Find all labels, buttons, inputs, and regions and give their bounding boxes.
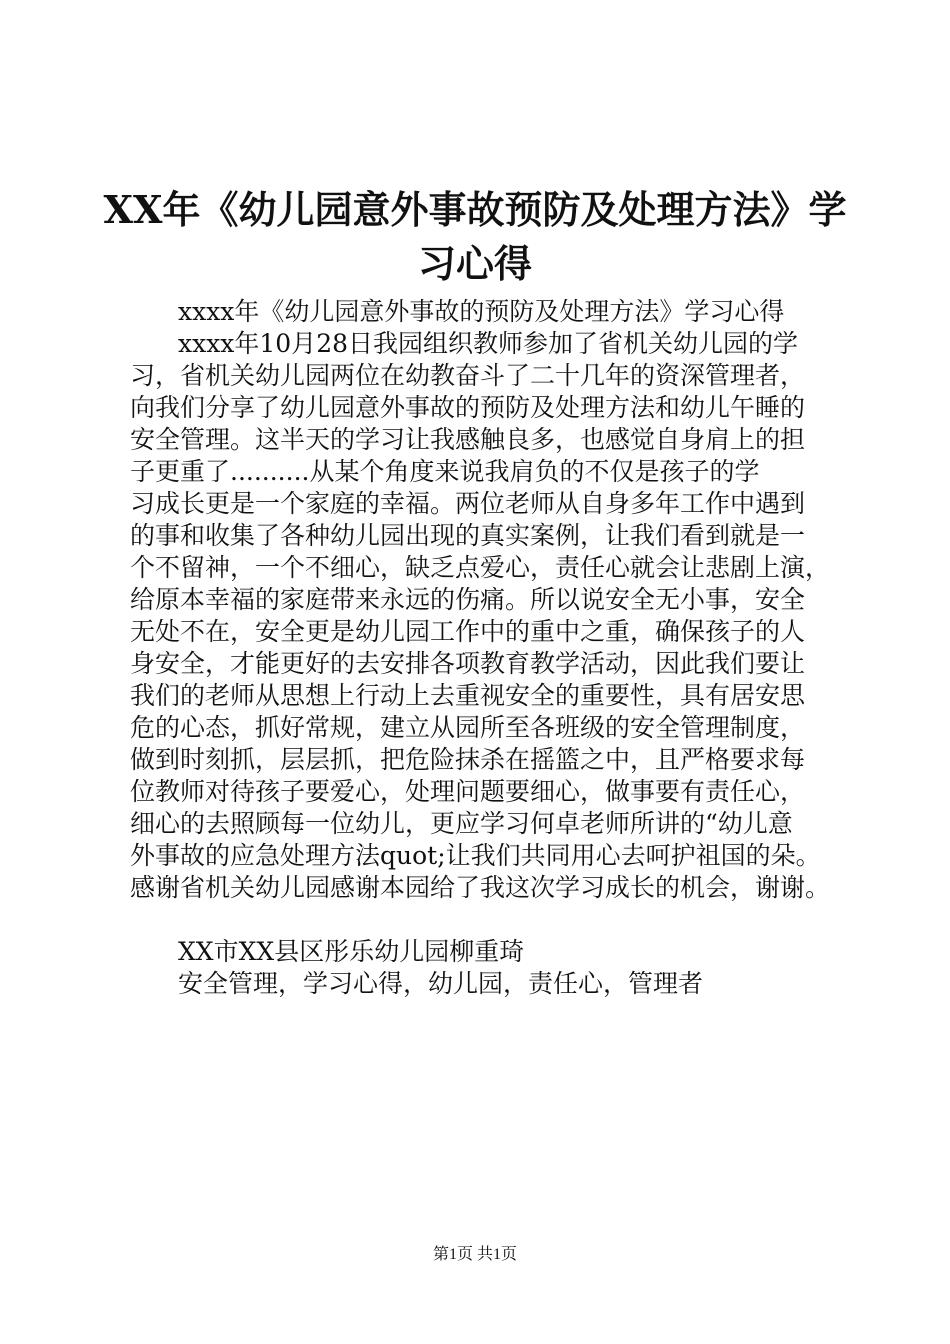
keywords: 安全管理，学习心得，幼儿园，责任心，管理者 (178, 969, 704, 998)
body-line: 外事故的应急处理方法quot;让我们共同用心去呵护祖国的朵。 (130, 841, 821, 870)
signature: XX市XX县区彤乐幼儿园柳重琦 (178, 937, 525, 966)
body-line: 危的心态，抓好常规，建立从园所至各班级的安全管理制度， (130, 713, 806, 742)
body-line: 的事和收集了各种幼儿园出现的真实案例，让我们看到就是一 (130, 521, 806, 550)
body-line: 感谢省机关幼儿园感谢本园给了我这次学习成长的机会，谢谢。 (130, 873, 831, 902)
body-line: 细心的去照顾每一位幼儿，更应学习何卓老师所讲的“幼儿意 (130, 809, 793, 838)
body-line: 向我们分享了幼儿园意外事故的预防及处理方法和幼儿午睡的 (130, 393, 806, 422)
body-line: 位教师对待孩子要爱心，处理问题要细心，做事要有责任心， (130, 777, 806, 806)
page-number: 第1页 共1页 (432, 1246, 517, 1263)
body-line: 子更重了..........从某个角度来说我肩负的不仅是孩子的学 (130, 457, 760, 486)
body-line: 习，省机关幼儿园两位在幼教奋斗了二十几年的资深管理者， (130, 361, 806, 390)
body-line: xxxx年《幼儿园意外事故的预防及处理方法》学习心得 (178, 297, 785, 326)
body-line: 身安全，才能更好的去安排各项教育教学活动，因此我们要让 (130, 649, 806, 678)
body-line: 习成长更是一个家庭的幸福。两位老师从自身多年工作中遇到 (130, 489, 806, 518)
body-line: 个不留神，一个不细心，缺乏点爱心，责任心就会让悲剧上演， (130, 553, 831, 582)
body-line: 我们的老师从思想上行动上去重视安全的重要性，具有居安思 (130, 681, 806, 710)
document-title-line-2: 习心得 (417, 241, 532, 286)
document-title-line-1: XX年《幼儿园意外事故预防及处理方法》学 (103, 187, 847, 232)
body-line: xxxx年10月28日我园组织教师参加了省机关幼儿园的学 (178, 329, 799, 358)
body-line: 给原本幸福的家庭带来永远的伤痛。所以说安全无小事，安全 (130, 585, 806, 614)
body-line: 无处不在，安全更是幼儿园工作中的重中之重，确保孩子的人 (130, 617, 806, 646)
body-line: 安全管理。这半天的学习让我感触良多，也感觉自身肩上的担 (130, 425, 806, 454)
body-line: 做到时刻抓，层层抓，把危险抹杀在摇篮之中，且严格要求每 (130, 745, 806, 774)
